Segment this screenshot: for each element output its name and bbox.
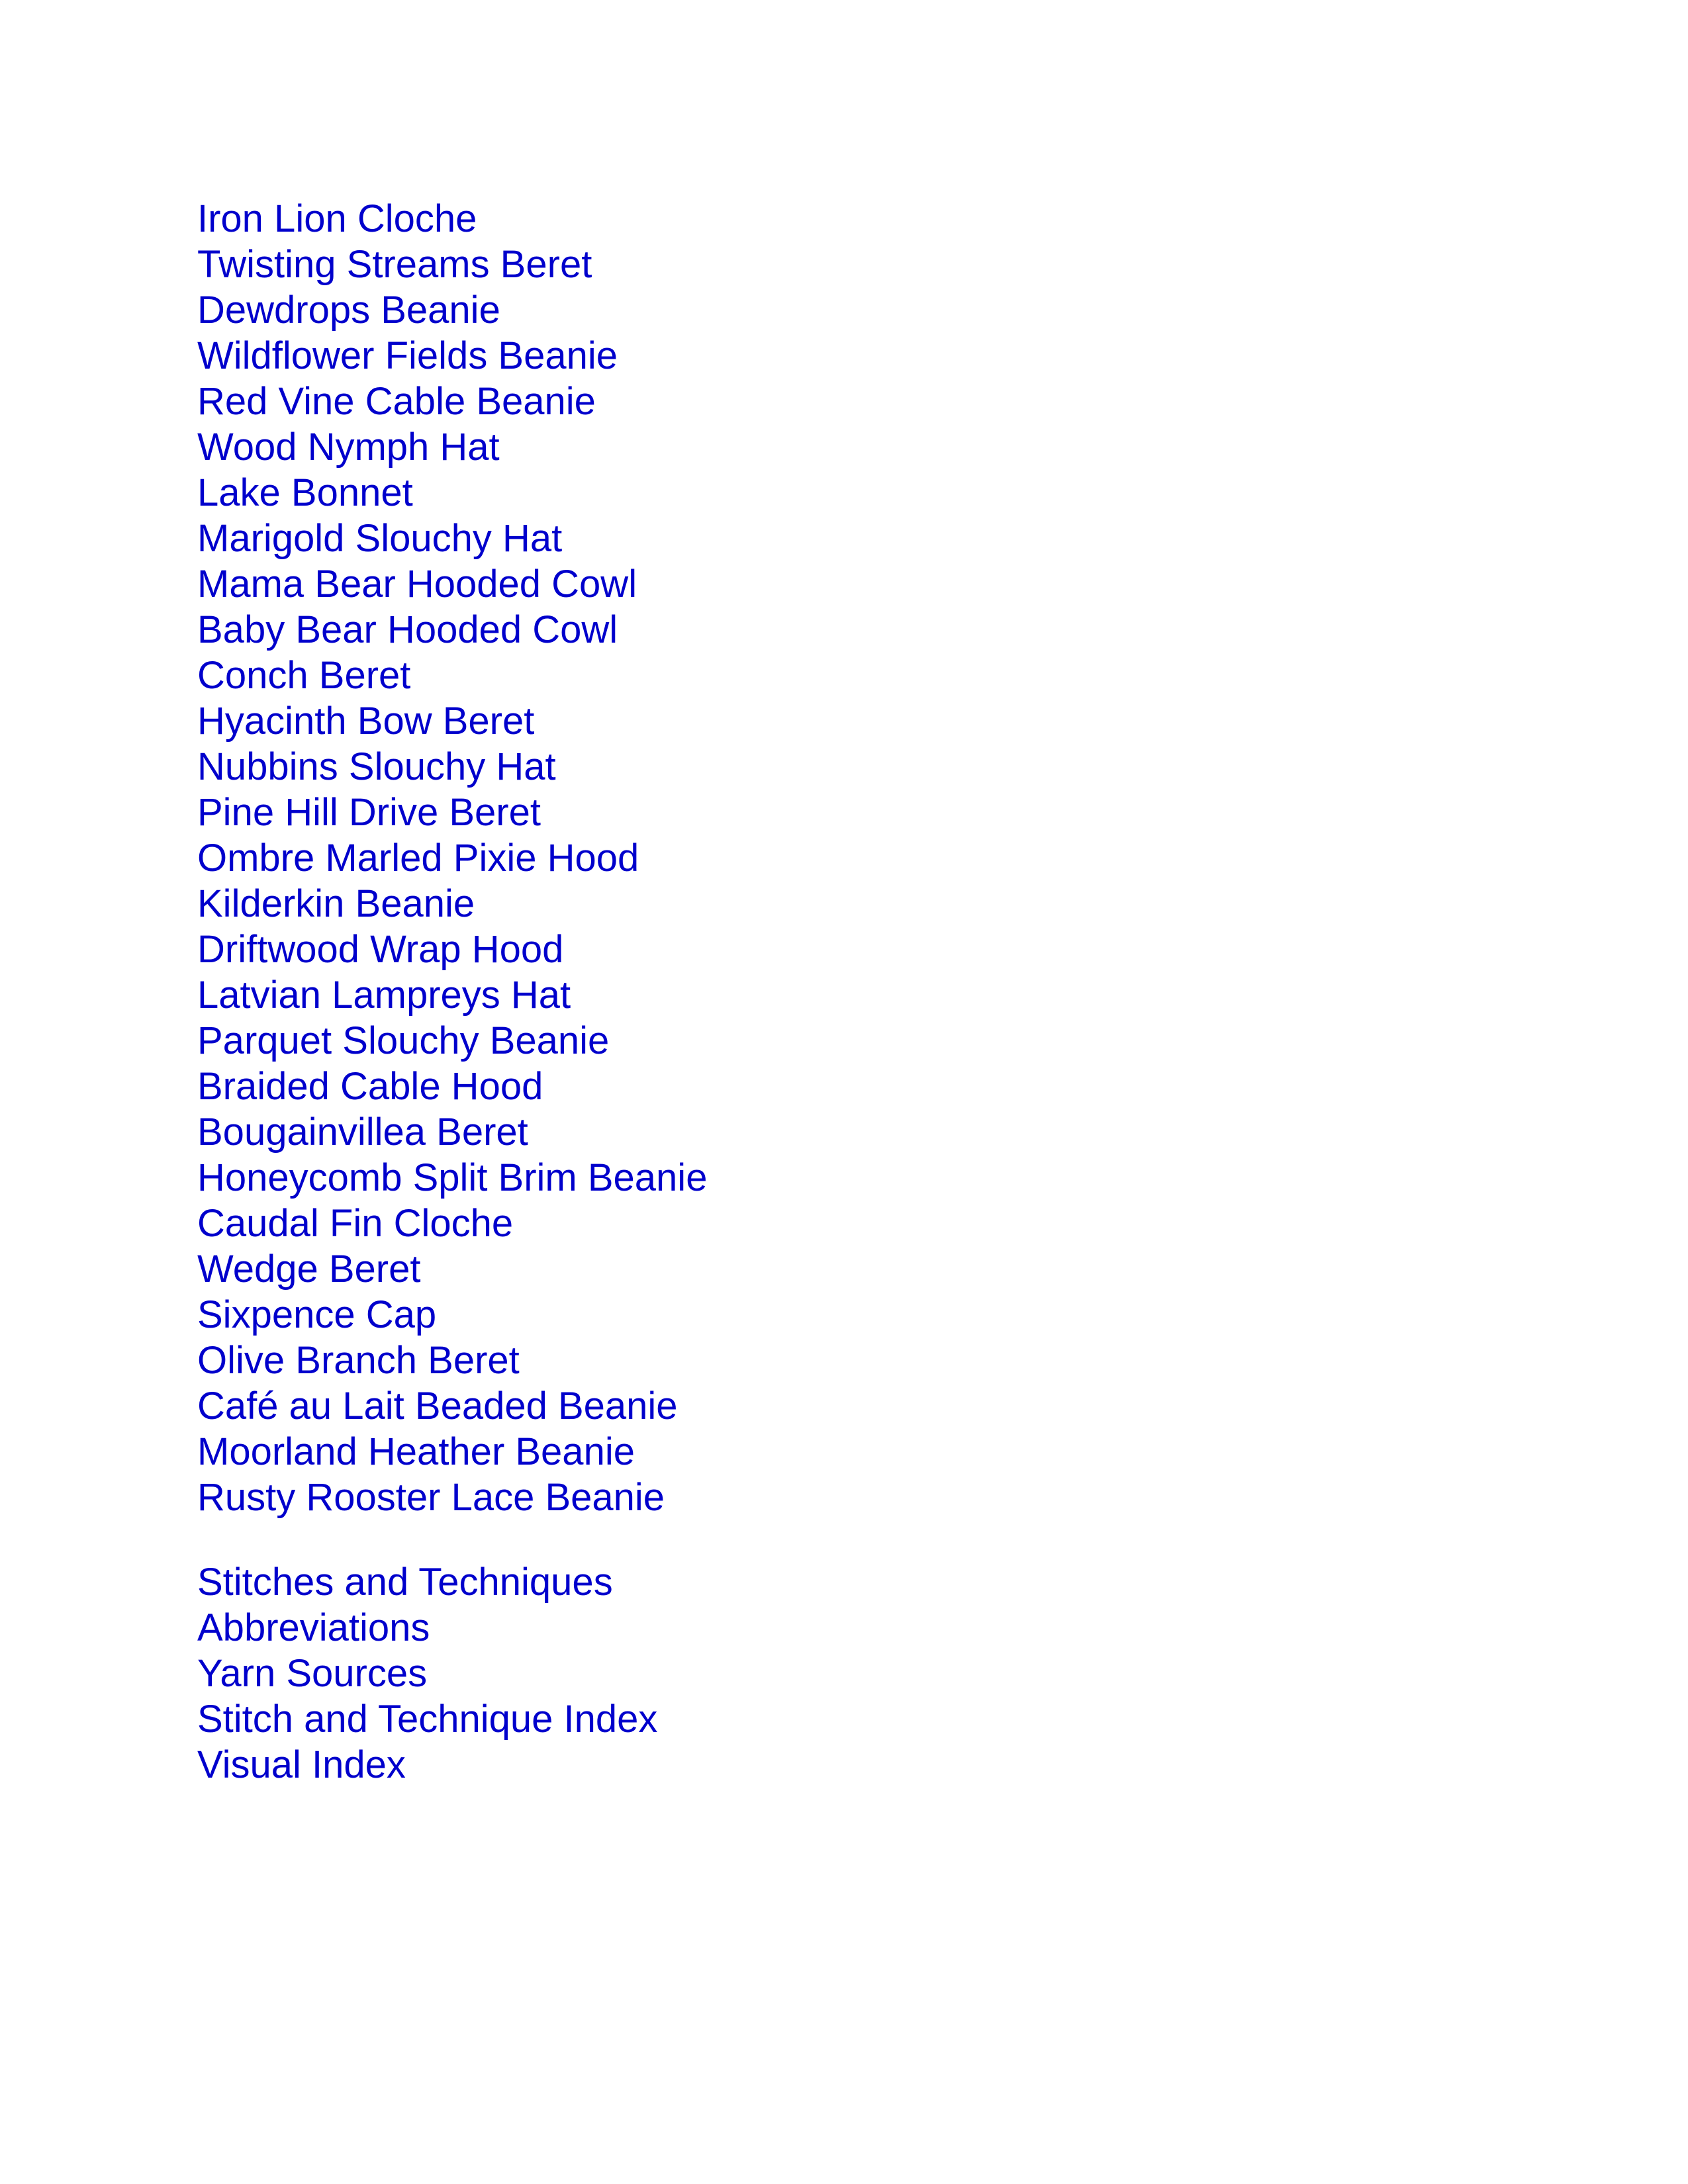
toc-item (197, 1201, 707, 1246)
toc-link[interactable]: Honeycomb Split Brim Beanie (197, 1156, 708, 1199)
toc-item (197, 1246, 707, 1292)
toc-link[interactable]: Rusty Rooster Lace Beanie (197, 1476, 665, 1519)
toc-link[interactable]: Hyacinth Bow Beret (197, 700, 535, 743)
toc-item (197, 379, 707, 424)
toc-item (197, 1292, 707, 1338)
toc-link[interactable]: Café au Lait Beaded Beanie (197, 1385, 678, 1428)
pattern-link-list (197, 196, 707, 1520)
toc-item (197, 1109, 707, 1155)
toc-link[interactable]: Lake Bonnet (197, 471, 413, 514)
toc-item (197, 1475, 707, 1520)
toc-item (197, 1383, 707, 1429)
toc-item (197, 972, 707, 1018)
toc-link[interactable]: Conch Beret (197, 654, 411, 697)
toc-item (197, 698, 707, 744)
toc-item (197, 287, 707, 333)
toc-link[interactable]: Kilderkin Beanie (197, 882, 475, 925)
toc-item (197, 1064, 707, 1109)
toc-item (197, 744, 707, 790)
toc-item (197, 927, 707, 972)
toc-item (197, 881, 707, 927)
toc-link[interactable]: Dewdrops Beanie (197, 289, 500, 332)
toc-item (197, 1429, 707, 1475)
toc-link[interactable]: Nubbins Slouchy Hat (197, 745, 556, 788)
toc-link[interactable]: Red Vine Cable Beanie (197, 380, 596, 423)
toc-item (197, 242, 707, 287)
toc-item (197, 1742, 657, 1788)
toc-link[interactable]: Bougainvillea Beret (197, 1111, 528, 1154)
back-matter-link-list (197, 1559, 657, 1788)
toc-link[interactable]: Braided Cable Hood (197, 1065, 543, 1108)
toc-item (197, 196, 707, 242)
toc-item (197, 1018, 707, 1064)
toc-item (197, 333, 707, 379)
toc-item (197, 790, 707, 835)
toc-item (197, 470, 707, 516)
toc-item (197, 424, 707, 470)
toc-link[interactable]: Wood Nymph Hat (197, 426, 500, 469)
toc-item (197, 653, 707, 698)
toc-item (197, 1651, 657, 1696)
toc-item (197, 1155, 707, 1201)
toc-link[interactable]: Stitches and Techniques (197, 1561, 613, 1604)
toc-item (197, 835, 707, 881)
toc-link[interactable]: Ombre Marled Pixie Hood (197, 837, 639, 880)
toc-item (197, 1559, 657, 1605)
toc-link[interactable]: Wildflower Fields Beanie (197, 334, 618, 377)
toc-link[interactable]: Pine Hill Drive Beret (197, 791, 541, 834)
toc-link[interactable]: Mama Bear Hooded Cowl (197, 563, 637, 606)
toc-link[interactable]: Marigold Slouchy Hat (197, 517, 563, 560)
toc-link[interactable]: Yarn Sources (197, 1652, 428, 1695)
toc-link[interactable]: Wedge Beret (197, 1248, 421, 1291)
toc-item (197, 1605, 657, 1651)
toc-link[interactable]: Twisting Streams Beret (197, 243, 592, 286)
toc-link[interactable]: Driftwood Wrap Hood (197, 928, 564, 971)
toc-item (197, 607, 707, 653)
toc-item (197, 516, 707, 561)
toc-item (197, 561, 707, 607)
toc-item (197, 1338, 707, 1383)
toc-link[interactable]: Latvian Lampreys Hat (197, 974, 571, 1017)
toc-link[interactable]: Visual Index (197, 1743, 406, 1786)
toc-link[interactable]: Stitch and Technique Index (197, 1698, 658, 1741)
toc-link[interactable]: Baby Bear Hooded Cowl (197, 608, 618, 651)
toc-link[interactable]: Caudal Fin Cloche (197, 1202, 514, 1245)
toc-item (197, 1696, 657, 1742)
toc-link[interactable]: Abbreviations (197, 1606, 430, 1649)
toc-link[interactable]: Iron Lion Cloche (197, 197, 477, 240)
toc-link[interactable]: Parquet Slouchy Beanie (197, 1019, 610, 1062)
toc-link[interactable]: Olive Branch Beret (197, 1339, 520, 1382)
toc-link[interactable]: Sixpence Cap (197, 1293, 437, 1336)
toc-link[interactable]: Moorland Heather Beanie (197, 1430, 635, 1473)
